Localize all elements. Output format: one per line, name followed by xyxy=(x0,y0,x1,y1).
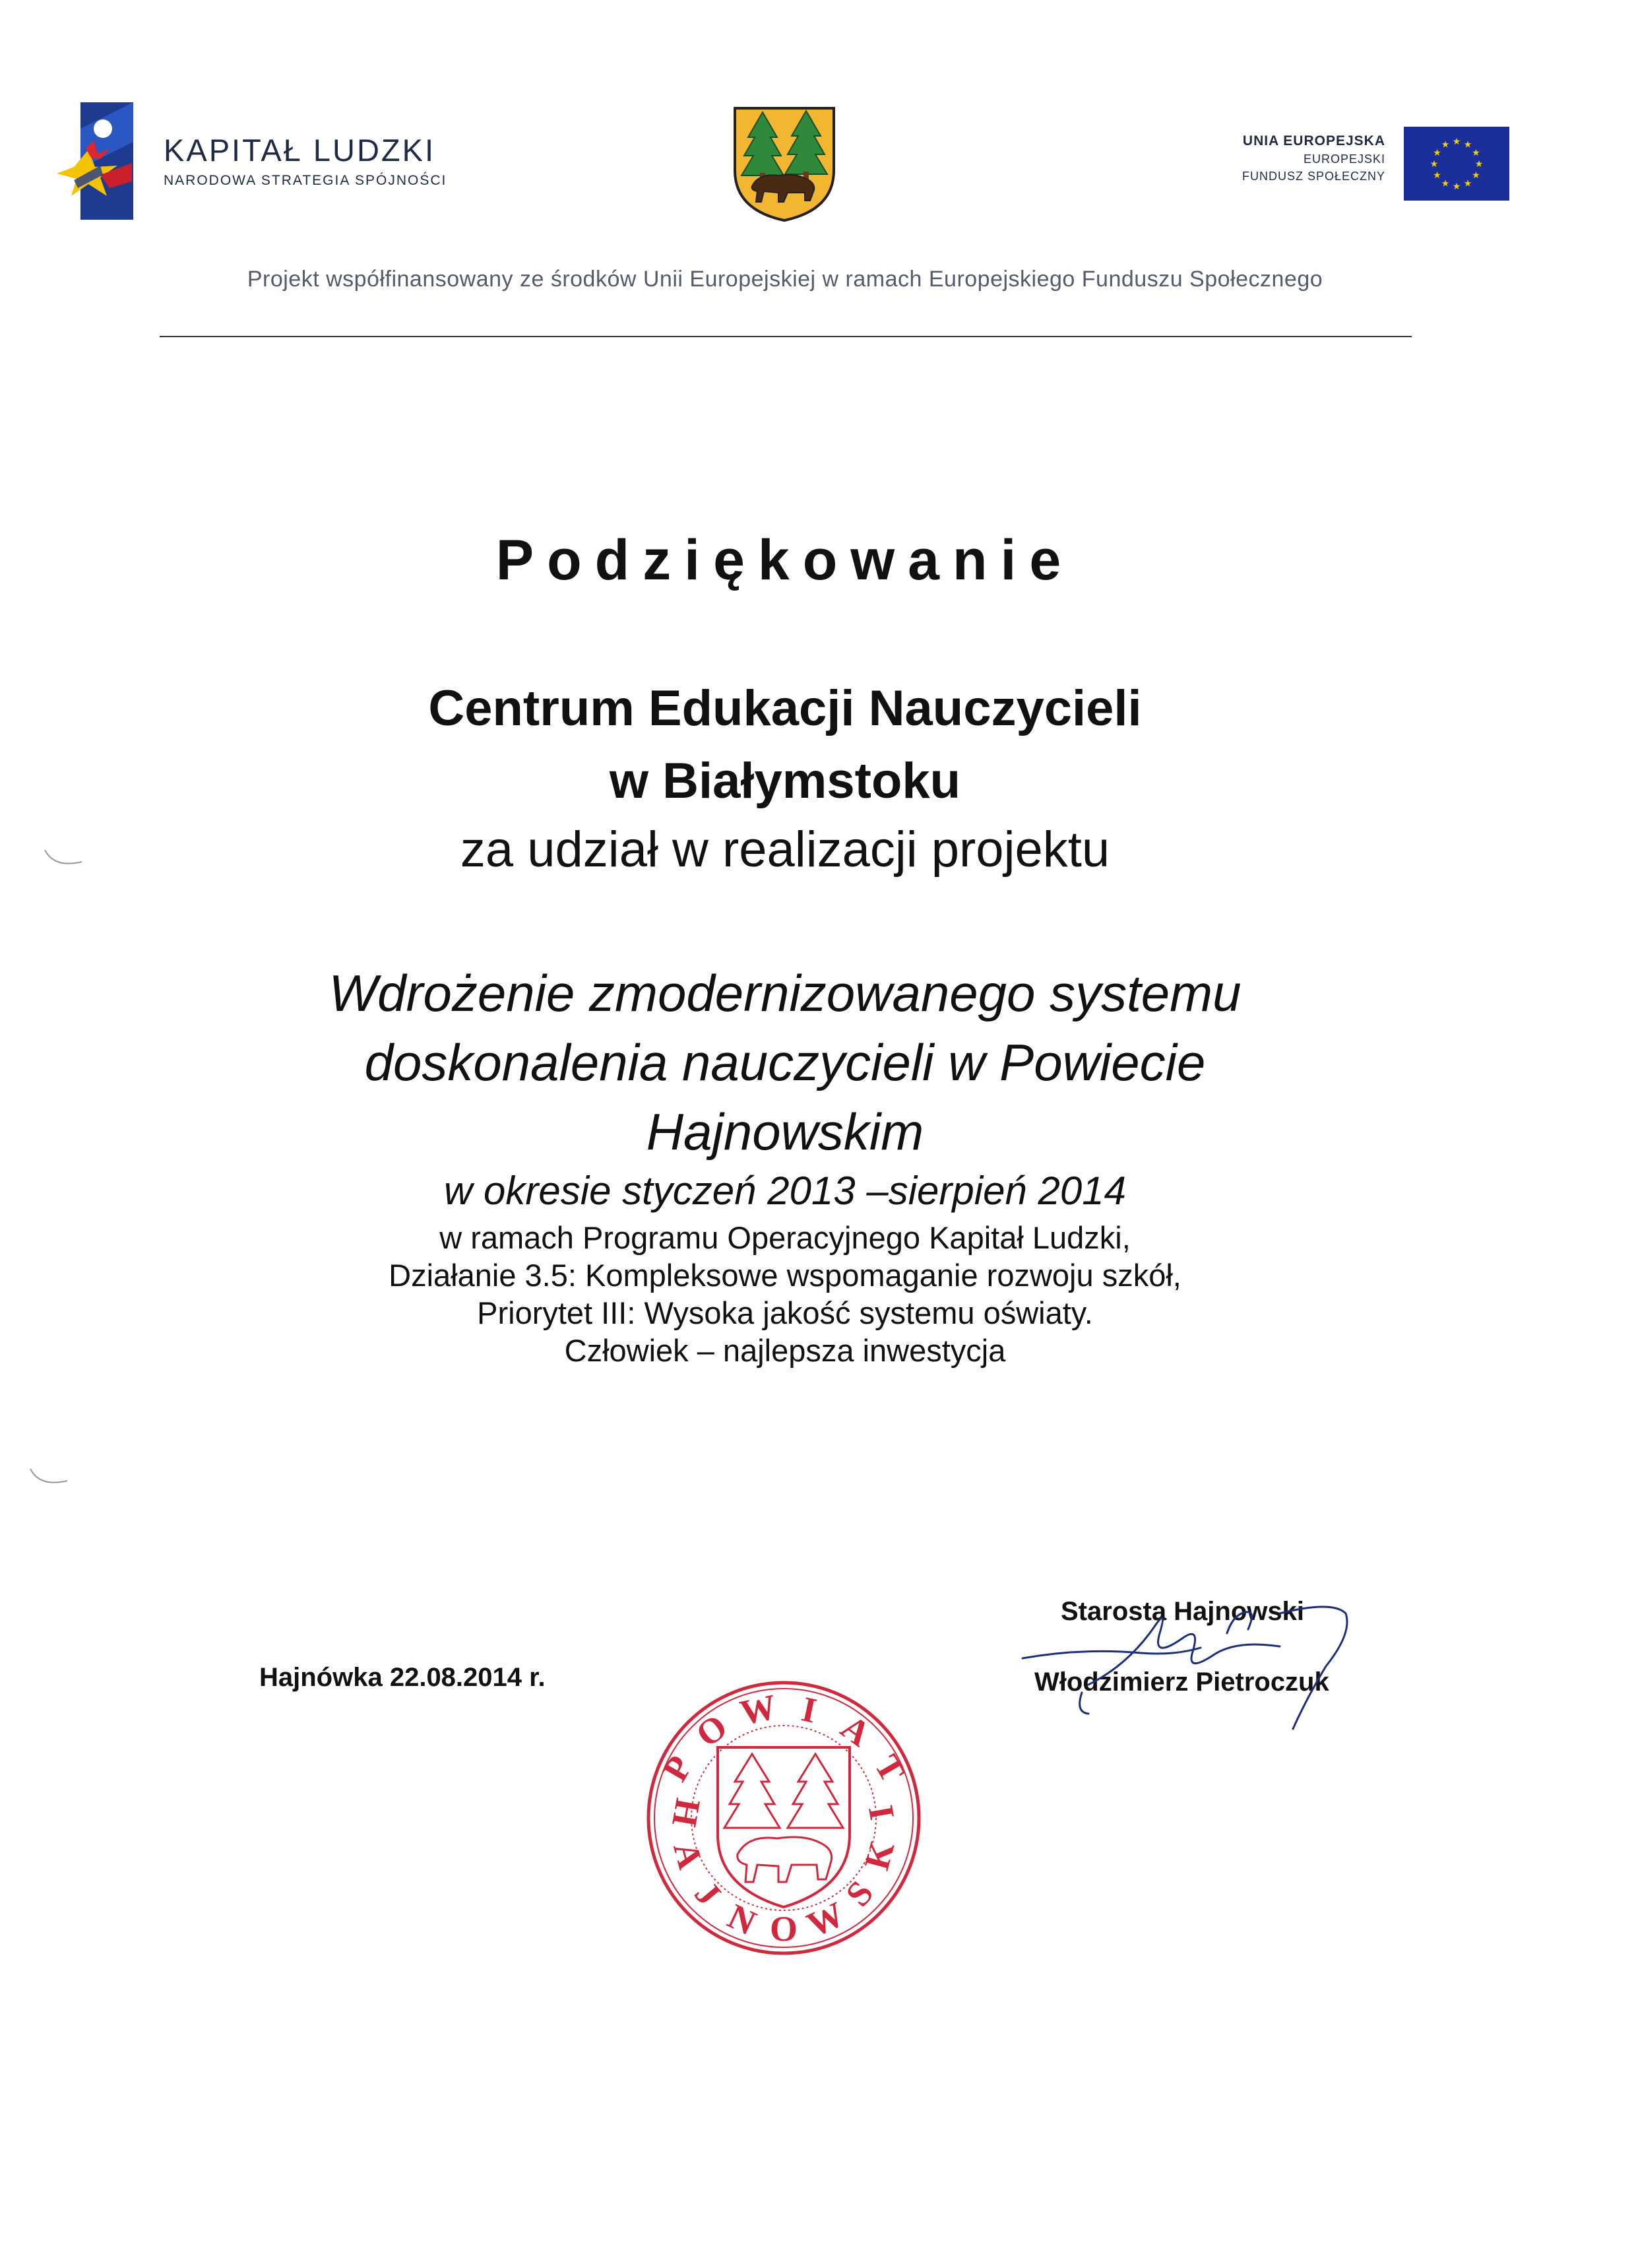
stamp-letter: J xyxy=(687,1873,729,1914)
stamp-letter: O xyxy=(689,1706,735,1755)
stamp-letter: I xyxy=(798,1689,821,1731)
punch-hole-mark xyxy=(41,846,87,871)
program-line-2: Działanie 3.5: Kompleksowe wspomaganie rozwoju szkół, xyxy=(389,1258,1181,1293)
program-line-1: w ramach Programu Operacyjnego Kapitał Ludzki, xyxy=(439,1220,1131,1255)
stamp-letter: S xyxy=(838,1873,881,1914)
place-and-date: Hajnówka 22.08.2014 r. xyxy=(259,1663,546,1692)
county-seal-stamp-icon xyxy=(639,1669,929,1966)
program-line-3: Priorytet III: Wysoka jakość systemu oświaty. xyxy=(477,1295,1093,1330)
eu-star: ★ xyxy=(1463,178,1472,189)
eu-star: ★ xyxy=(1472,170,1480,180)
eu-star: ★ xyxy=(1441,139,1450,150)
cofinance-note: Projekt współfinansowany ze środków Unii Europejskiej w ramach Europejskiego Funduszu Społecznego xyxy=(247,267,1323,292)
eu-star: ★ xyxy=(1452,136,1461,146)
stamp-letter: I xyxy=(860,1802,902,1823)
signer-name: Włodzimierz Pietroczuk xyxy=(1034,1668,1329,1697)
stamp-letter: N xyxy=(722,1896,762,1943)
stamp-letter: A xyxy=(666,1838,711,1873)
eu-flag-icon xyxy=(1404,127,1509,201)
participation-line: za udział w realizacji projektu xyxy=(460,822,1110,878)
eu-star: ★ xyxy=(1433,147,1441,158)
stamp-letter: O xyxy=(769,1909,798,1949)
stamp-letter: P xyxy=(654,1749,701,1788)
recipient-city: w Białymstoku xyxy=(609,753,961,809)
kapital-ludzki-title: KAPITAŁ LUDZKI xyxy=(164,133,436,168)
eu-star: ★ xyxy=(1472,147,1480,158)
stamp-letter: K xyxy=(856,1836,902,1874)
eu-star: ★ xyxy=(1452,181,1461,191)
project-title-line-3: Hajnowskim xyxy=(646,1103,924,1161)
recipient-name: Centrum Edukacji Nauczycieli xyxy=(428,680,1142,736)
signer-title: Starosta Hajnowski xyxy=(1061,1597,1305,1626)
eu-star: ★ xyxy=(1474,158,1484,169)
kapital-ludzki-subtitle: NARODOWA STRATEGIA SPÓJNOŚCI xyxy=(164,173,447,188)
eu-star: ★ xyxy=(1433,170,1441,180)
document-title: Podziękowanie xyxy=(495,529,1075,592)
county-coat-of-arms-bison-spruce-icon xyxy=(731,104,838,223)
stamp-letter: T xyxy=(867,1748,914,1789)
eu-line-union: UNIA EUROPEJSKA xyxy=(1242,133,1385,148)
eu-star: ★ xyxy=(1463,139,1472,150)
punch-hole-mark xyxy=(26,1465,73,1490)
stamp-letter: W xyxy=(736,1687,780,1733)
eu-line-social-fund: FUNDUSZ SPOŁECZNY xyxy=(1242,170,1385,183)
eu-line-european: EUROPEJSKI xyxy=(1303,152,1385,166)
stamp-letter: W xyxy=(801,1894,850,1945)
eu-star: ★ xyxy=(1430,158,1439,169)
stamp-letter: H xyxy=(664,1796,708,1830)
project-title-line-2: doskonalenia nauczycieli w Powiecie xyxy=(364,1033,1206,1091)
project-period: w okresie styczeń 2013 –sierpień 2014 xyxy=(444,1169,1126,1213)
eu-star: ★ xyxy=(1441,178,1450,189)
kapital-ludzki-logo-icon xyxy=(54,102,133,220)
header-divider xyxy=(160,336,1412,337)
stamp-letter: A xyxy=(833,1706,878,1755)
project-title-line-1: Wdrożenie zmodernizowanego systemu xyxy=(329,964,1242,1022)
eu-text-block xyxy=(1168,132,1385,185)
program-line-4: Człowiek – najlepsza inwestycja xyxy=(564,1333,1006,1368)
handwritten-signature-icon xyxy=(1003,1587,1372,1745)
